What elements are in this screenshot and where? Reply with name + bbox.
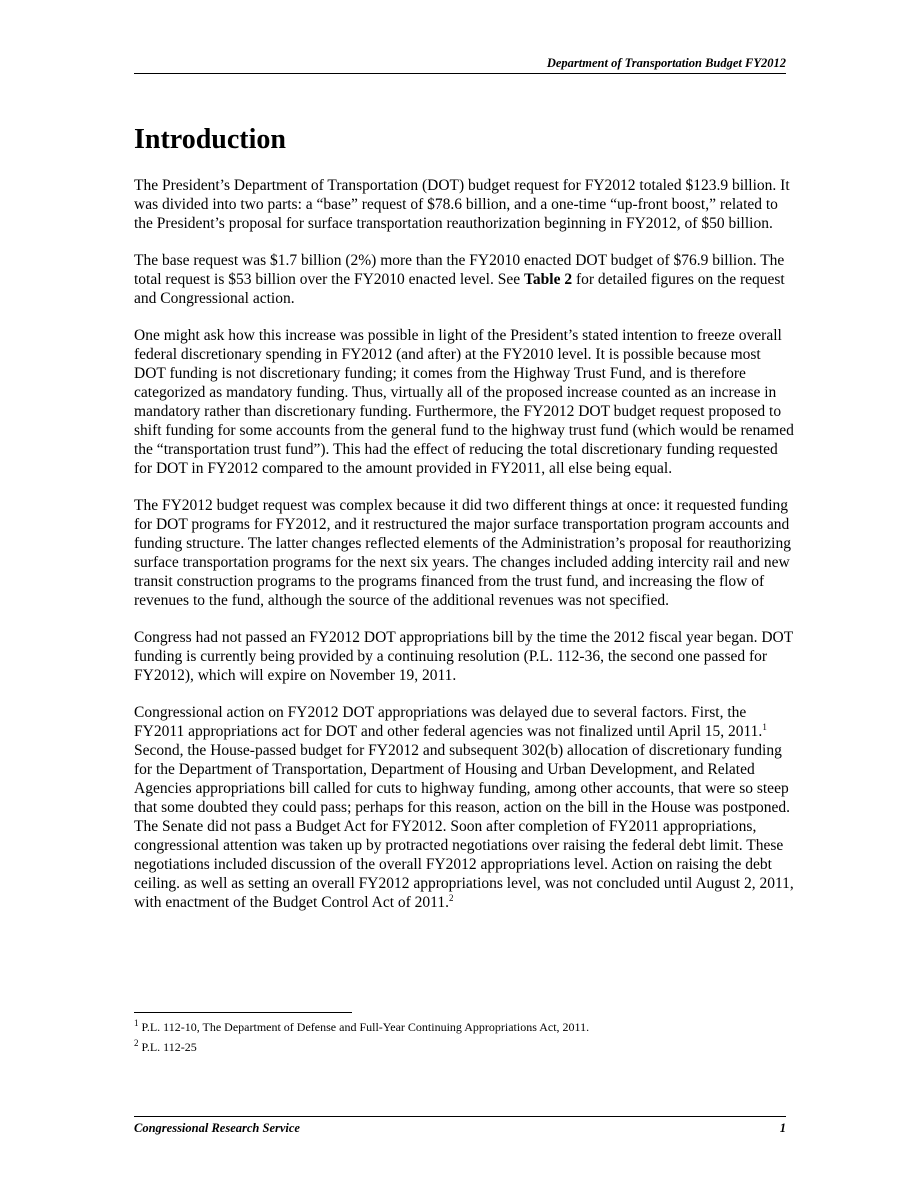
header-rule	[134, 73, 786, 74]
page-number: 1	[779, 1121, 786, 1135]
paragraph-2-text-a: The base request was $1.7 billion (2%) more than the FY2010 enacted DOT budget of $76.9 billion. The total request is $53 billion over the FY2010 enacted level. See	[134, 252, 785, 288]
paragraph-4: The FY2012 budget request was complex because it did two different things at once: it requested funding for DOT programs for FY2012, and it restructured the major surface transportation program accounts and funding structure. The latter changes reflected elements of the Administration’s proposal for reauthorizing surface transportation programs for the next six years. The changes included adding intercity rail and new transit construction programs to the programs financed from the trust fund, and increasing the flow of revenues to the fund, although the source of the additional revenues was not specified.	[134, 497, 791, 609]
running-header: Department of Transportation Budget FY2012	[546, 56, 786, 70]
paragraph-1: The President’s Department of Transportation (DOT) budget request for FY2012 totaled $123.9 billion. It was divided into two parts: a “base” request of $78.6 billion, and a one-time “up-front boost,” related to the President’s proposal for surface transportation reauthorization beginning in FY2012, of $50 billion.	[134, 177, 790, 232]
page-title: Introduction	[134, 124, 286, 155]
paragraph-6-text-a: Congressional action on FY2012 DOT appropriations was delayed due to several factors. First, the FY2011 appropriations act for DOT and other federal agencies was not finalized until April 15, 2011.	[134, 704, 763, 740]
paragraph-3: One might ask how this increase was possible in light of the President’s stated intention to freeze overall federal discretionary spending in FY2012 (and after) at the FY2010 level. It is possible because most DOT funding is not discretionary funding; it comes from the Highway Trust Fund, and is therefore categorized as mandatory funding. Thus, virtually all of the proposed increase counted as an increase in mandatory rather than discretionary funding. Furthermore, the FY2012 DOT budget request proposed to shift funding for some accounts from the general fund to the highway trust fund (which would be renamed the “transportation trust fund”). This had the effect of reducing the total discretionary funding requested for DOT in FY2012 compared to the amount provided in FY2011, all else being equal.	[134, 327, 794, 477]
body-text	[134, 176, 794, 930]
footnote-2-text: P.L. 112-25	[138, 1040, 197, 1054]
footnote-1	[134, 1020, 786, 1035]
footer-organization: Congressional Research Service	[134, 1121, 300, 1135]
footnote-2	[134, 1040, 786, 1055]
footnotes	[134, 1020, 786, 1060]
paragraph-6	[134, 703, 794, 912]
footer-rule	[134, 1116, 786, 1117]
table-2-reference: Table 2	[524, 271, 573, 288]
footnote-ref-2[interactable]: 2	[448, 892, 454, 903]
footnote-2-number: 2	[134, 1038, 139, 1048]
paragraph-2	[134, 251, 794, 308]
paragraph-6-text-b: Second, the House-passed budget for FY2012 and subsequent 302(b) allocation of discretionary funding for the Department of Transportation, Department of Housing and Urban Development, and Related Agencies appropriations bill called for cuts to highway funding, among other accounts, that were so steep that some doubted they could pass; perhaps for this reason, action on the bill in the House was postponed. The Senate did not pass a Budget Act for FY2012. Soon after completion of FY2011 appropriations, congressional attention was taken up by protracted negotiations over raising the federal debt limit. These negotiations included discussion of the overall FY2012 appropriations level. Action on raising the debt ceiling. as well as setting an overall FY2012 appropriations level, was not concluded until August 2, 2011, with enactment of the Budget Control Act of 2011.	[134, 742, 794, 911]
footnote-1-text: P.L. 112-10, The Department of Defense and Full-Year Continuing Appropriations Act, 2011.	[138, 1020, 590, 1034]
footnote-1-number: 1	[134, 1018, 139, 1028]
paragraph-2-text-b: for detailed figures on the request and Congressional action.	[134, 271, 785, 307]
footnote-rule	[134, 1012, 352, 1013]
paragraph-5: Congress had not passed an FY2012 DOT appropriations bill by the time the 2012 fiscal year began. DOT funding is currently being provided by a continuing resolution (P.L. 112-36, the second one passed for FY2012), which will expire on November 19, 2011.	[134, 629, 793, 684]
footnote-ref-1[interactable]: 1	[762, 721, 767, 732]
